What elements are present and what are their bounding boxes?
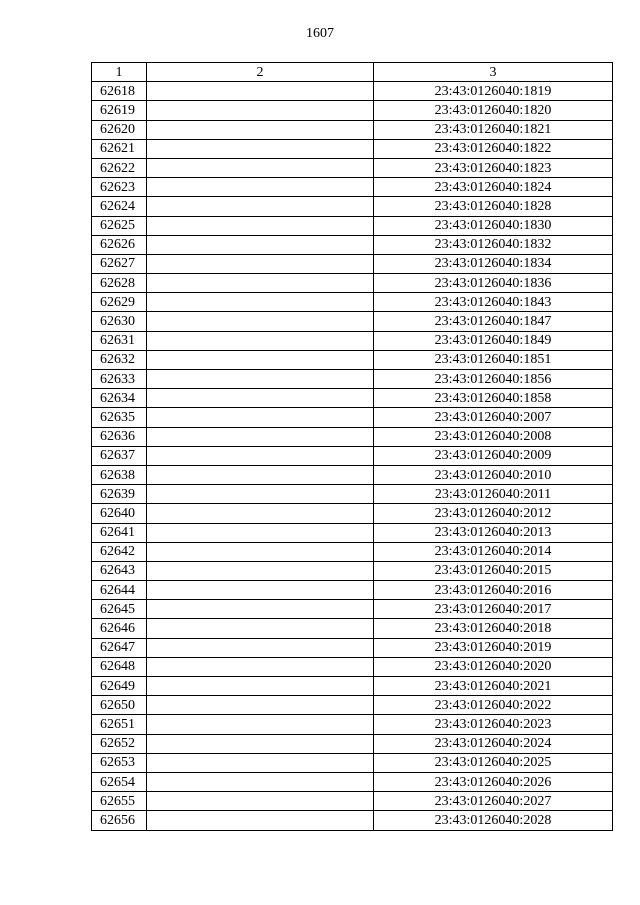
table-row <box>92 120 613 139</box>
cadastral-number-cell: 23:43:0126040:2014 <box>374 542 613 561</box>
row-number-cell: 62656 <box>92 811 147 830</box>
row-number-cell: 62622 <box>92 158 147 177</box>
cadastral-number-cell: 23:43:0126040:1830 <box>374 216 613 235</box>
table-row <box>92 638 613 657</box>
row-name-cell <box>147 772 374 791</box>
table-row <box>92 485 613 504</box>
row-number-cell: 62620 <box>92 120 147 139</box>
cadastral-number-cell: 23:43:0126040:2009 <box>374 446 613 465</box>
table-body <box>92 82 613 830</box>
row-number-cell: 62652 <box>92 734 147 753</box>
cadastral-number-cell: 23:43:0126040:1824 <box>374 178 613 197</box>
cadastral-number-cell: 23:43:0126040:2013 <box>374 523 613 542</box>
table-row <box>92 581 613 600</box>
cadastral-number-cell: 23:43:0126040:2025 <box>374 753 613 772</box>
row-name-cell <box>147 542 374 561</box>
header-row <box>92 63 613 82</box>
cadastral-number-cell: 23:43:0126040:1820 <box>374 101 613 120</box>
row-number-cell: 62640 <box>92 504 147 523</box>
row-name-cell <box>147 178 374 197</box>
row-number-cell: 62618 <box>92 82 147 101</box>
table-row <box>92 600 613 619</box>
row-name-cell <box>147 638 374 657</box>
row-name-cell <box>147 677 374 696</box>
row-name-cell <box>147 312 374 331</box>
cadastral-number-cell: 23:43:0126040:2028 <box>374 811 613 830</box>
cadastral-number-cell: 23:43:0126040:1836 <box>374 274 613 293</box>
row-name-cell <box>147 523 374 542</box>
cadastral-number-cell: 23:43:0126040:2012 <box>374 504 613 523</box>
row-name-cell <box>147 792 374 811</box>
table-row <box>92 254 613 273</box>
row-name-cell <box>147 504 374 523</box>
row-number-cell: 62638 <box>92 465 147 484</box>
table-row <box>92 82 613 101</box>
table-row <box>92 619 613 638</box>
column-header-2: 2 <box>147 63 374 82</box>
row-name-cell <box>147 657 374 676</box>
row-name-cell <box>147 120 374 139</box>
row-number-cell: 62629 <box>92 293 147 312</box>
row-number-cell: 62626 <box>92 235 147 254</box>
row-name-cell <box>147 408 374 427</box>
table-row <box>92 753 613 772</box>
row-number-cell: 62650 <box>92 696 147 715</box>
row-number-cell: 62654 <box>92 772 147 791</box>
row-name-cell <box>147 158 374 177</box>
table-row <box>92 677 613 696</box>
table-row <box>92 274 613 293</box>
row-number-cell: 62645 <box>92 600 147 619</box>
row-number-cell: 62648 <box>92 657 147 676</box>
cadastral-number-cell: 23:43:0126040:2016 <box>374 581 613 600</box>
cadastral-number-cell: 23:43:0126040:2019 <box>374 638 613 657</box>
row-name-cell <box>147 82 374 101</box>
row-name-cell <box>147 370 374 389</box>
registry-table <box>91 62 613 831</box>
row-name-cell <box>147 619 374 638</box>
cadastral-number-cell: 23:43:0126040:2015 <box>374 561 613 580</box>
row-name-cell <box>147 696 374 715</box>
cadastral-number-cell: 23:43:0126040:1828 <box>374 197 613 216</box>
row-name-cell <box>147 753 374 772</box>
table-row <box>92 331 613 350</box>
row-number-cell: 62636 <box>92 427 147 446</box>
table-row <box>92 350 613 369</box>
row-name-cell <box>147 331 374 350</box>
table-row <box>92 657 613 676</box>
table-header <box>92 63 613 82</box>
row-number-cell: 62644 <box>92 581 147 600</box>
table-row <box>92 408 613 427</box>
cadastral-number-cell: 23:43:0126040:2023 <box>374 715 613 734</box>
row-name-cell <box>147 254 374 273</box>
table-row <box>92 312 613 331</box>
row-name-cell <box>147 811 374 830</box>
table-row <box>92 792 613 811</box>
row-number-cell: 62625 <box>92 216 147 235</box>
cadastral-number-cell: 23:43:0126040:1832 <box>374 235 613 254</box>
row-number-cell: 62634 <box>92 389 147 408</box>
row-name-cell <box>147 274 374 293</box>
table-row <box>92 772 613 791</box>
table-row <box>92 293 613 312</box>
row-number-cell: 62643 <box>92 561 147 580</box>
table-row <box>92 158 613 177</box>
row-number-cell: 62649 <box>92 677 147 696</box>
row-name-cell <box>147 293 374 312</box>
table-row <box>92 178 613 197</box>
cadastral-number-cell: 23:43:0126040:2007 <box>374 408 613 427</box>
row-number-cell: 62646 <box>92 619 147 638</box>
cadastral-number-cell: 23:43:0126040:2011 <box>374 485 613 504</box>
table-row <box>92 523 613 542</box>
row-number-cell: 62627 <box>92 254 147 273</box>
table-row <box>92 811 613 830</box>
table-row <box>92 504 613 523</box>
row-number-cell: 62641 <box>92 523 147 542</box>
table-row <box>92 370 613 389</box>
table-row <box>92 715 613 734</box>
row-name-cell <box>147 139 374 158</box>
cadastral-number-cell: 23:43:0126040:1851 <box>374 350 613 369</box>
table-row <box>92 235 613 254</box>
cadastral-number-cell: 23:43:0126040:2018 <box>374 619 613 638</box>
row-number-cell: 62623 <box>92 178 147 197</box>
row-number-cell: 62642 <box>92 542 147 561</box>
row-name-cell <box>147 446 374 465</box>
row-name-cell <box>147 389 374 408</box>
row-name-cell <box>147 350 374 369</box>
row-number-cell: 62633 <box>92 370 147 389</box>
row-number-cell: 62635 <box>92 408 147 427</box>
row-name-cell <box>147 561 374 580</box>
cadastral-number-cell: 23:43:0126040:2027 <box>374 792 613 811</box>
table-row <box>92 542 613 561</box>
row-name-cell <box>147 600 374 619</box>
table-row <box>92 389 613 408</box>
page-number: 1607 <box>306 26 334 41</box>
cadastral-number-cell: 23:43:0126040:2022 <box>374 696 613 715</box>
row-name-cell <box>147 101 374 120</box>
column-header-3: 3 <box>374 63 613 82</box>
cadastral-number-cell: 23:43:0126040:1858 <box>374 389 613 408</box>
table-row <box>92 446 613 465</box>
cadastral-number-cell: 23:43:0126040:1843 <box>374 293 613 312</box>
cadastral-number-cell: 23:43:0126040:1847 <box>374 312 613 331</box>
row-number-cell: 62619 <box>92 101 147 120</box>
row-number-cell: 62621 <box>92 139 147 158</box>
cadastral-number-cell: 23:43:0126040:2024 <box>374 734 613 753</box>
cadastral-number-cell: 23:43:0126040:2010 <box>374 465 613 484</box>
row-number-cell: 62651 <box>92 715 147 734</box>
table-row <box>92 101 613 120</box>
cadastral-number-cell: 23:43:0126040:2021 <box>374 677 613 696</box>
row-number-cell: 62639 <box>92 485 147 504</box>
row-name-cell <box>147 197 374 216</box>
cadastral-number-cell: 23:43:0126040:2020 <box>374 657 613 676</box>
cadastral-number-cell: 23:43:0126040:1821 <box>374 120 613 139</box>
row-number-cell: 62647 <box>92 638 147 657</box>
row-name-cell <box>147 734 374 753</box>
row-number-cell: 62655 <box>92 792 147 811</box>
row-name-cell <box>147 715 374 734</box>
row-number-cell: 62632 <box>92 350 147 369</box>
cadastral-number-cell: 23:43:0126040:1834 <box>374 254 613 273</box>
row-name-cell <box>147 427 374 446</box>
column-header-1: 1 <box>92 63 147 82</box>
cadastral-number-cell: 23:43:0126040:1823 <box>374 158 613 177</box>
table-row <box>92 561 613 580</box>
row-number-cell: 62624 <box>92 197 147 216</box>
cadastral-number-cell: 23:43:0126040:2026 <box>374 772 613 791</box>
row-name-cell <box>147 581 374 600</box>
row-number-cell: 62630 <box>92 312 147 331</box>
cadastral-number-cell: 23:43:0126040:1849 <box>374 331 613 350</box>
table-row <box>92 696 613 715</box>
table-row <box>92 465 613 484</box>
row-number-cell: 62631 <box>92 331 147 350</box>
cadastral-number-cell: 23:43:0126040:2017 <box>374 600 613 619</box>
cadastral-number-cell: 23:43:0126040:2008 <box>374 427 613 446</box>
table-row <box>92 427 613 446</box>
row-name-cell <box>147 235 374 254</box>
row-name-cell <box>147 485 374 504</box>
cadastral-number-cell: 23:43:0126040:1819 <box>374 82 613 101</box>
table-row <box>92 197 613 216</box>
table-row <box>92 734 613 753</box>
row-name-cell <box>147 216 374 235</box>
table-row <box>92 216 613 235</box>
row-number-cell: 62628 <box>92 274 147 293</box>
row-number-cell: 62653 <box>92 753 147 772</box>
cadastral-number-cell: 23:43:0126040:1856 <box>374 370 613 389</box>
table-row <box>92 139 613 158</box>
row-number-cell: 62637 <box>92 446 147 465</box>
row-name-cell <box>147 465 374 484</box>
cadastral-number-cell: 23:43:0126040:1822 <box>374 139 613 158</box>
